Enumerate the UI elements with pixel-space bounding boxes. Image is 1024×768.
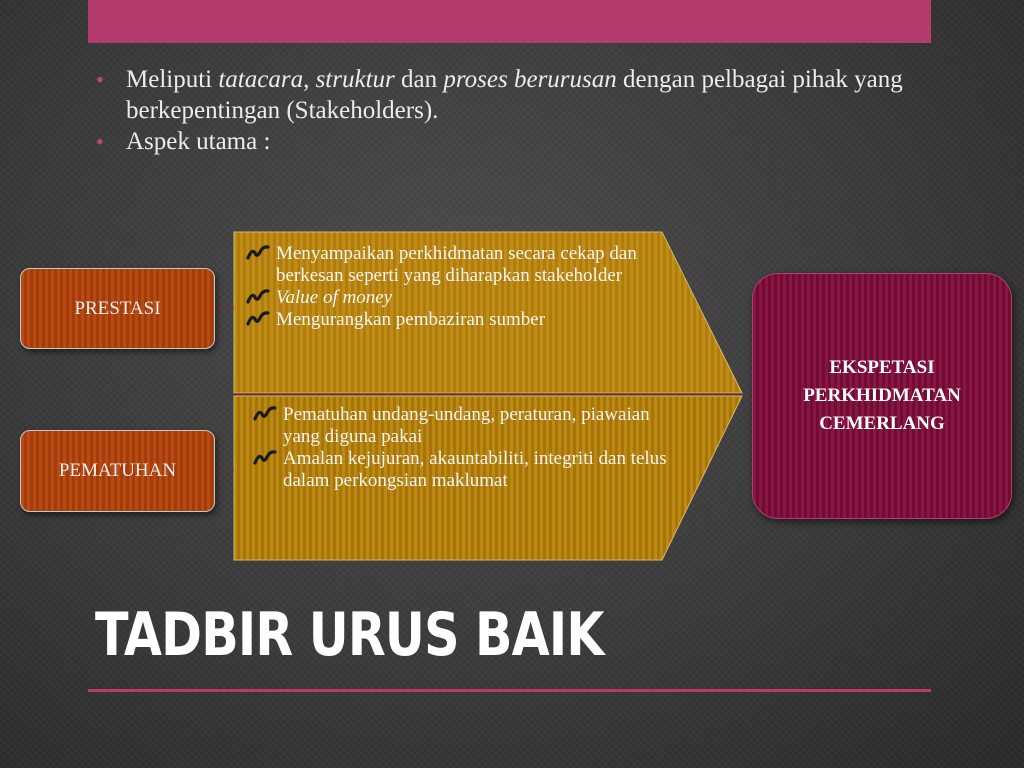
prestasi-label: PRESTASI bbox=[74, 297, 161, 319]
checkmark-swoosh-icon bbox=[253, 449, 277, 467]
lower-arrow-text bbox=[253, 404, 683, 492]
upper-item-3-text: Mengurangkan pembaziran sumber bbox=[276, 309, 546, 330]
slide-title: TADBIR URUS BAIK bbox=[95, 600, 604, 670]
bullet-1-struktur: struktur bbox=[315, 66, 395, 93]
bullet-1-text-c: dan bbox=[394, 66, 444, 93]
bullet-dot-icon: • bbox=[96, 67, 104, 92]
upper-item-2-text: Value of money bbox=[276, 287, 393, 308]
checkmark-swoosh-icon bbox=[253, 405, 277, 423]
bullet-1-tatacara: tatacara bbox=[218, 66, 304, 93]
lower-item-1 bbox=[253, 404, 683, 448]
lower-item-2 bbox=[253, 448, 683, 492]
checkmark-swoosh-icon bbox=[246, 288, 270, 306]
bullet-1-proses: proses berurusan bbox=[443, 66, 617, 93]
lower-item-2-text: Amalan kejujuran, akauntabiliti, integriti dan telus dalam perkongsian maklumat bbox=[283, 448, 667, 491]
pematuhan-box bbox=[20, 430, 215, 512]
checkmark-swoosh-icon bbox=[246, 310, 270, 328]
bullet-1-text-a: Meliputi bbox=[126, 66, 219, 93]
upper-item-3 bbox=[246, 309, 666, 331]
bullet-1-text-d: dengan pelbagai pihak yang berkepentingan (Stakeholders). bbox=[126, 66, 903, 124]
bullet-dot-icon: • bbox=[96, 129, 104, 154]
checkmark-swoosh-icon bbox=[246, 244, 270, 262]
result-line-2: PERKHIDMATAN bbox=[803, 385, 961, 406]
result-box bbox=[752, 273, 1012, 519]
lower-item-1-text: Pematuhan undang-undang, peraturan, piawaian yang diguna pakai bbox=[283, 404, 650, 447]
result-line-1: EKSPETASI bbox=[829, 357, 935, 378]
bottom-accent-line bbox=[88, 689, 931, 692]
bullet-2-text: Aspek utama : bbox=[126, 128, 271, 155]
bullet-1-text-b: , bbox=[303, 66, 316, 93]
result-line-3: CEMERLANG bbox=[819, 413, 945, 434]
upper-item-1 bbox=[246, 243, 666, 287]
upper-item-1-text: Menyampaikan perkhidmatan secara cekap dan berkesan seperti yang diharapkan stakeholder bbox=[276, 243, 637, 286]
pematuhan-label: PEMATUHAN bbox=[58, 460, 177, 481]
upper-item-2 bbox=[246, 287, 666, 309]
upper-arrow-text bbox=[246, 243, 666, 331]
prestasi-box bbox=[20, 268, 215, 349]
